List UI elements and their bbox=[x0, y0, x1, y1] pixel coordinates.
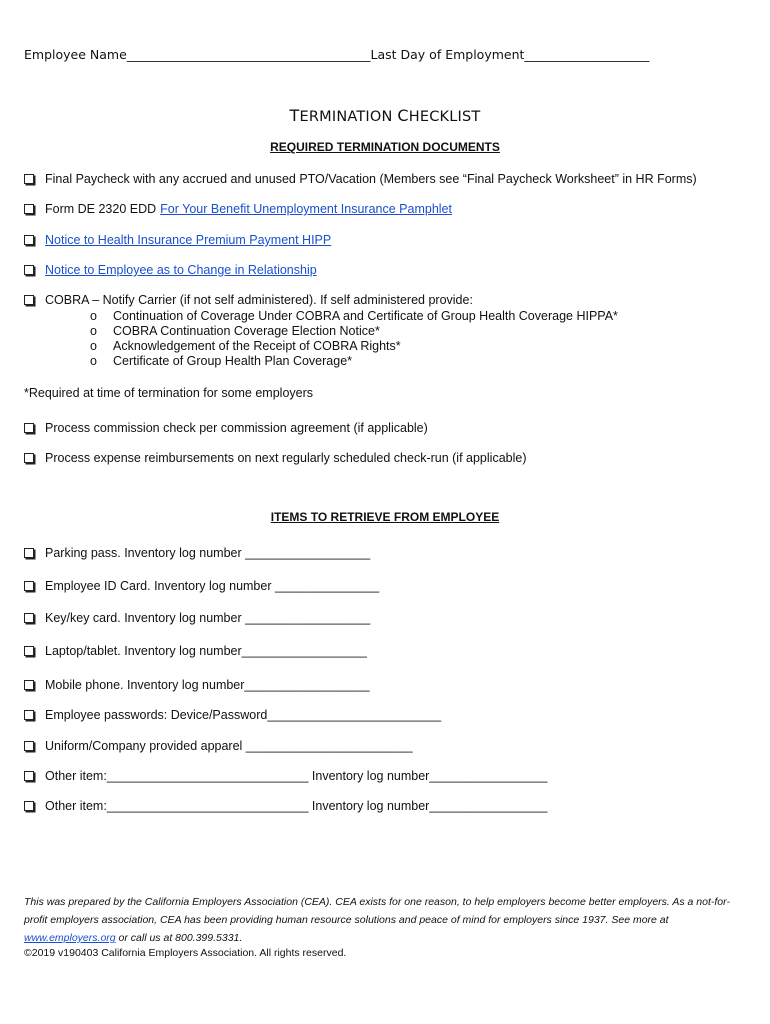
cobra-sub-item bbox=[90, 354, 352, 368]
bullet-icon: o bbox=[90, 324, 97, 338]
title-letter-t: T bbox=[289, 106, 300, 125]
required-note: *Required at time of termination for some employers bbox=[24, 386, 314, 400]
item-label: Key/key card. Inventory log number __________________ bbox=[45, 611, 371, 625]
retrieve-item-mobile-phone bbox=[24, 678, 370, 692]
page-title bbox=[0, 106, 770, 125]
retrieve-item-uniform bbox=[24, 739, 413, 753]
checklist-item-de2320 bbox=[24, 202, 452, 216]
footer-text-end: or call us at 800.399.5331. bbox=[115, 932, 243, 944]
checkbox-icon[interactable] bbox=[24, 174, 34, 184]
sub-item-label: Continuation of Coverage Under COBRA and Certificate of Group Health Coverage HIPPA* bbox=[113, 309, 618, 323]
checkbox-icon[interactable] bbox=[24, 423, 34, 433]
cobra-sub-item bbox=[90, 324, 380, 338]
retrieve-items-heading: ITEMS TO RETRIEVE FROM EMPLOYEE bbox=[270, 510, 500, 524]
sub-item-label: Acknowledgement of the Receipt of COBRA Rights* bbox=[113, 339, 401, 353]
item-label: Laptop/tablet. Inventory log number__________________ bbox=[45, 644, 367, 658]
required-documents-heading: REQUIRED TERMINATION DOCUMENTS bbox=[270, 140, 500, 154]
cobra-sub-item bbox=[90, 309, 618, 323]
hipp-notice-link[interactable]: Notice to Health Insurance Premium Payment HIPP bbox=[45, 233, 332, 247]
checkbox-icon[interactable] bbox=[24, 741, 34, 751]
checkbox-icon[interactable] bbox=[24, 771, 34, 781]
retrieve-item-passwords bbox=[24, 708, 441, 722]
retrieve-item-laptop bbox=[24, 644, 367, 658]
checkbox-icon[interactable] bbox=[24, 235, 34, 245]
sub-item-label: COBRA Continuation Coverage Election Notice* bbox=[113, 324, 380, 338]
checkbox-icon[interactable] bbox=[24, 295, 34, 305]
employers-org-link[interactable]: www.employers.org bbox=[24, 932, 116, 944]
sub-item-label: Certificate of Group Health Plan Coverage* bbox=[113, 354, 353, 368]
bullet-icon: o bbox=[90, 354, 97, 368]
checkbox-icon[interactable] bbox=[24, 613, 34, 623]
checkbox-icon[interactable] bbox=[24, 680, 34, 690]
item-label: Process expense reimbursements on next regularly scheduled check-run (if applicable) bbox=[45, 451, 527, 465]
item-label: Final Paycheck with any accrued and unused PTO/Vacation (Members see “Final Paycheck Worksheet” in HR Forms) bbox=[45, 172, 697, 186]
checkbox-icon[interactable] bbox=[24, 581, 34, 591]
checkbox-icon[interactable] bbox=[24, 548, 34, 558]
retrieve-item-other-1 bbox=[24, 769, 548, 783]
title-part-2: HECKLIST bbox=[408, 109, 481, 125]
item-label: Employee passwords: Device/Password_________________________ bbox=[45, 708, 442, 722]
item-label: COBRA – Notify Carrier (if not self administered). If self administered provide: bbox=[45, 293, 473, 307]
checklist-item-final-paycheck bbox=[24, 172, 697, 186]
checklist-item-change-relationship bbox=[24, 263, 317, 277]
title-letter-c: C bbox=[397, 106, 409, 125]
retrieve-item-id-card bbox=[24, 579, 379, 593]
bullet-icon: o bbox=[90, 339, 97, 353]
item-label: Parking pass. Inventory log number __________________ bbox=[45, 546, 371, 560]
checkbox-icon[interactable] bbox=[24, 265, 34, 275]
cobra-sub-item bbox=[90, 339, 401, 353]
checkbox-icon[interactable] bbox=[24, 204, 34, 214]
checkbox-icon[interactable] bbox=[24, 646, 34, 656]
copyright-notice: ©2019 v190403 California Employers Association. All rights reserved. bbox=[24, 947, 347, 959]
footer-text: This was prepared by the California Employers Association (CEA). CEA exists for one reason, to help employers become better employers. As a not-for-profit employers association, CEA has been providing human resource solutions and peace of mind for employers since 1937. See more at bbox=[24, 896, 730, 926]
unemployment-pamphlet-link[interactable]: For Your Benefit Unemployment Insurance Pamphlet bbox=[160, 202, 452, 216]
retrieve-item-key-card bbox=[24, 611, 370, 625]
footer-about-cea bbox=[24, 893, 746, 947]
retrieve-item-other-2 bbox=[24, 799, 548, 813]
checkbox-icon[interactable] bbox=[24, 453, 34, 463]
checklist-item-commission bbox=[24, 421, 428, 435]
change-relationship-link[interactable]: Notice to Employee as to Change in Relationship bbox=[45, 263, 317, 277]
retrieve-item-parking-pass bbox=[24, 546, 370, 560]
item-label: Other item:_____________________________ Inventory log number_________________ bbox=[45, 799, 548, 813]
checklist-item-expense bbox=[24, 451, 527, 465]
employee-name-line: Employee Name_______________________________________Last Day of Employment____________________ bbox=[24, 47, 650, 62]
item-label: Other item:_____________________________ Inventory log number_________________ bbox=[45, 769, 548, 783]
bullet-icon: o bbox=[90, 309, 97, 323]
item-label: Mobile phone. Inventory log number__________________ bbox=[45, 678, 370, 692]
checklist-item-hipp bbox=[24, 233, 331, 247]
item-label: Form DE 2320 EDD bbox=[45, 202, 157, 216]
title-part-1: ERMINATION bbox=[299, 109, 398, 125]
checklist-item-cobra bbox=[24, 293, 473, 307]
checkbox-icon[interactable] bbox=[24, 801, 34, 811]
item-label: Uniform/Company provided apparel ________________________ bbox=[45, 739, 413, 753]
item-label: Employee ID Card. Inventory log number _______________ bbox=[45, 579, 380, 593]
item-label: Process commission check per commission agreement (if applicable) bbox=[45, 421, 428, 435]
checkbox-icon[interactable] bbox=[24, 710, 34, 720]
